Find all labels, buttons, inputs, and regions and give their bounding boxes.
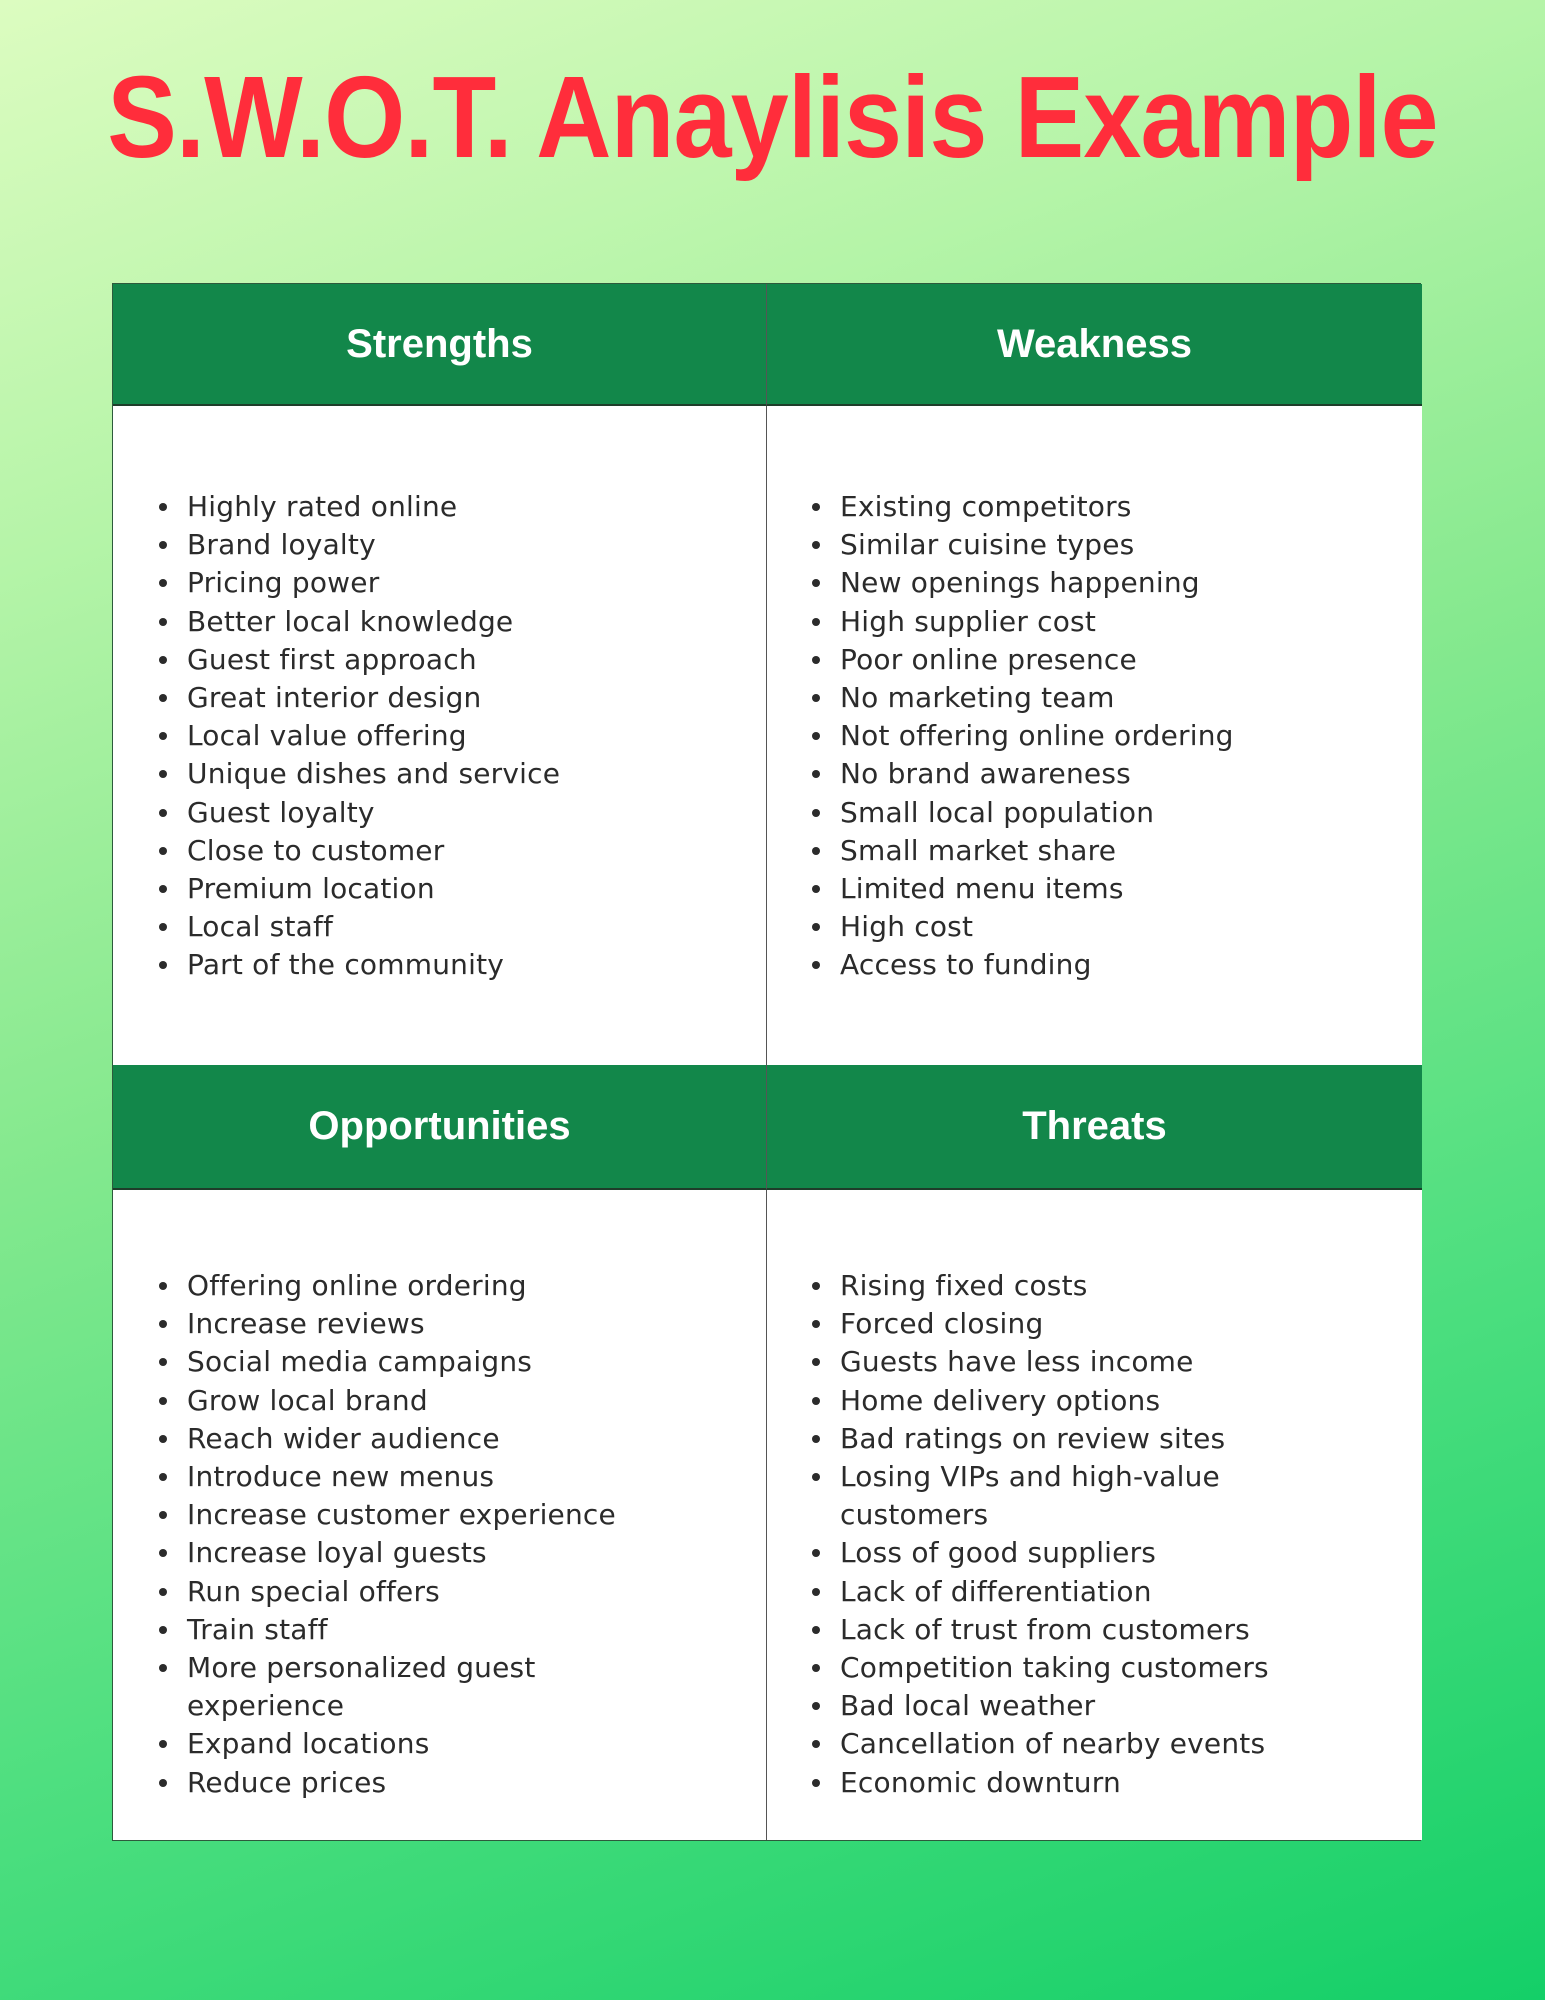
list-item: Increase loyal guests <box>157 1534 766 1572</box>
list-item: Home delivery options <box>810 1382 1422 1420</box>
threats-list <box>767 1267 1422 1802</box>
swot-table <box>112 283 1421 1841</box>
list-item: Bad ratings on review sites <box>810 1420 1422 1458</box>
list-item: Premium location <box>157 870 766 908</box>
list-item: Lack of differentiation <box>810 1573 1422 1611</box>
list-item: Poor online presence <box>810 641 1422 679</box>
list-item: Run special offers <box>157 1573 766 1611</box>
list-item: Economic downturn <box>810 1764 1422 1802</box>
list-item: Losing VIPs and high-value customers <box>810 1458 1422 1534</box>
list-item: Guest loyalty <box>157 794 766 832</box>
list-item: Local staff <box>157 908 766 946</box>
threats-header: Threats <box>767 1065 1422 1190</box>
list-item: Loss of good suppliers <box>810 1534 1422 1572</box>
list-item: Great interior design <box>157 679 766 717</box>
list-item: Similar cuisine types <box>810 526 1422 564</box>
list-item: Pricing power <box>157 564 766 602</box>
weakness-list <box>767 488 1422 985</box>
list-item: Social media campaigns <box>157 1343 766 1381</box>
list-item: Increase customer experience <box>157 1496 766 1534</box>
list-item: Access to funding <box>810 946 1422 984</box>
list-item: Existing competitors <box>810 488 1422 526</box>
list-item: Small market share <box>810 832 1422 870</box>
list-item: More personalized guest experience <box>157 1649 766 1725</box>
page-title: S.W.O.T. Anaylisis Example <box>107 52 1438 182</box>
list-item: Unique dishes and service <box>157 755 766 793</box>
list-item: Increase reviews <box>157 1305 766 1343</box>
list-item: Limited menu items <box>810 870 1422 908</box>
list-item: Grow local brand <box>157 1382 766 1420</box>
list-item: Local value offering <box>157 717 766 755</box>
list-item: No marketing team <box>810 679 1422 717</box>
list-item: Close to customer <box>157 832 766 870</box>
list-item: Lack of trust from customers <box>810 1611 1422 1649</box>
list-item: New openings happening <box>810 564 1422 602</box>
list-item: Expand locations <box>157 1725 766 1763</box>
strengths-header: Strengths <box>113 284 767 406</box>
weakness-cell <box>767 406 1422 1065</box>
list-item: Bad local weather <box>810 1687 1422 1725</box>
list-item: Highly rated online <box>157 488 766 526</box>
list-item: Offering online ordering <box>157 1267 766 1305</box>
list-item: High supplier cost <box>810 603 1422 641</box>
opportunities-list <box>113 1267 766 1802</box>
list-item: Train staff <box>157 1611 766 1649</box>
weakness-header: Weakness <box>767 284 1422 406</box>
list-item: No brand awareness <box>810 755 1422 793</box>
list-item: Small local population <box>810 794 1422 832</box>
list-item: Brand loyalty <box>157 526 766 564</box>
list-item: Guest first approach <box>157 641 766 679</box>
list-item: Guests have less income <box>810 1343 1422 1381</box>
list-item: Cancellation of nearby events <box>810 1725 1422 1763</box>
strengths-list <box>113 488 766 985</box>
threats-cell <box>767 1190 1422 1840</box>
list-item: Rising fixed costs <box>810 1267 1422 1305</box>
strengths-cell <box>113 406 767 1065</box>
list-item: Reduce prices <box>157 1764 766 1802</box>
list-item: High cost <box>810 908 1422 946</box>
list-item: Reach wider audience <box>157 1420 766 1458</box>
list-item: Not offering online ordering <box>810 717 1422 755</box>
opportunities-header: Opportunities <box>113 1065 767 1190</box>
opportunities-cell <box>113 1190 767 1840</box>
list-item: Competition taking customers <box>810 1649 1422 1687</box>
list-item: Part of the community <box>157 946 766 984</box>
list-item: Introduce new menus <box>157 1458 766 1496</box>
list-item: Better local knowledge <box>157 603 766 641</box>
list-item: Forced closing <box>810 1305 1422 1343</box>
